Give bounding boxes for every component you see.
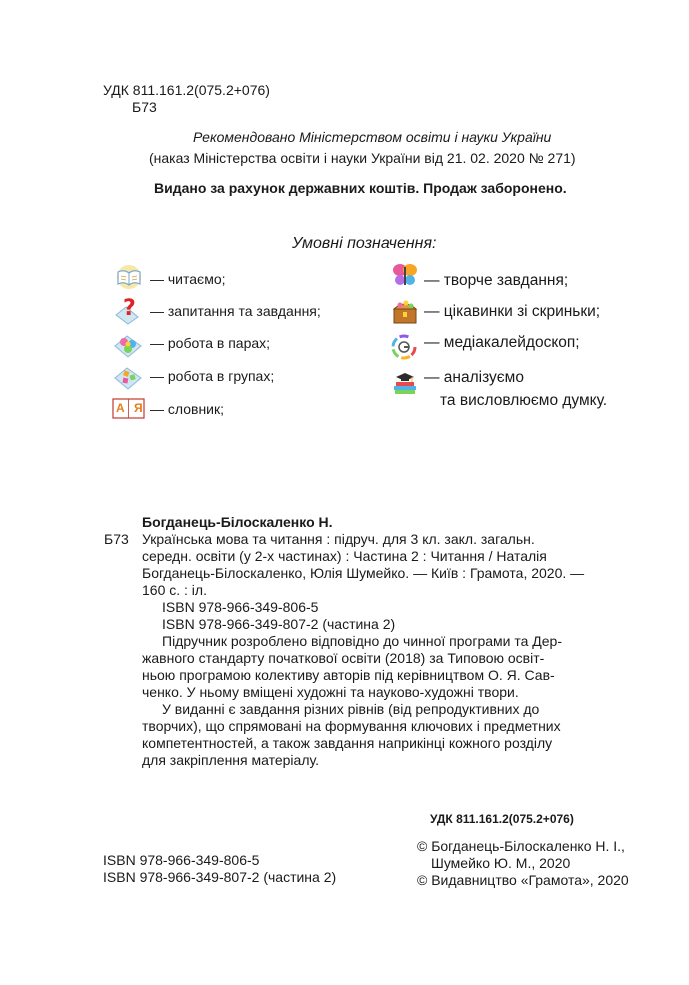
annotation-p2-line1: У виданні є завдання різних рівнів (від репродуктивних до — [162, 701, 540, 717]
legend-dictionary-label: — словник; — [150, 401, 225, 417]
catalog-isbn-1: ISBN 978-966-349-806-5 — [162, 599, 319, 615]
catalog-line-4: 160 с. : іл. — [142, 582, 207, 598]
copyright-authors: © Богданець-Білоскаленко Н. І., — [417, 838, 625, 854]
legend-groups-label: — робота в групах; — [150, 368, 275, 384]
treasure-box-icon — [390, 297, 420, 325]
funding-notice: Видано за рахунок державних коштів. Продаж заборонено. — [154, 180, 567, 196]
annotation-p2-line2: творчих), що спрямовані на формування ключових і предметних — [142, 718, 561, 734]
legend-questions-label: — запитання та завдання; — [150, 303, 321, 319]
dictionary-icon — [112, 396, 145, 422]
legend-creative-label: — творче завдання; — [424, 272, 569, 289]
legend-box-label: — цікавинки зі скриньки; — [424, 303, 601, 320]
legend-title: Умовні позначення: — [292, 235, 437, 252]
catalog-udk-right: УДК 811.161.2(075.2+076) — [430, 812, 574, 826]
annotation-p1-line2: жавного стандарту початкової освіти (2018) за Типовою освіт- — [142, 650, 545, 666]
footer-isbn-2: ISBN 978-966-349-807-2 (частина 2) — [103, 869, 337, 885]
flower-pair-icon — [114, 330, 144, 358]
author-mark: Б73 — [132, 99, 157, 115]
legend-pairs-label: — робота в парах; — [150, 335, 271, 351]
question-icon — [114, 295, 144, 323]
catalog-author: Богданець-Білоскаленко Н. — [142, 514, 333, 530]
butterfly-icon — [390, 261, 420, 289]
books-cap-icon — [390, 370, 420, 398]
legend-media-label: — медіакалейдоскоп; — [424, 334, 580, 351]
udk-code: УДК 811.161.2(075.2+076) — [103, 82, 270, 98]
annotation-p2-line4: для закріплення матеріалу. — [142, 752, 319, 768]
legend-read-label: — читаємо; — [150, 271, 226, 287]
legend-analyze-label-2: та висловлюємо думку. — [440, 392, 608, 409]
catalog-line-1: Українська мова та читання : підруч. для 3 кл. закл. загальн. — [142, 531, 535, 547]
recommendation-line2: (наказ Міністерства освіти і науки України від 21. 02. 2020 № 271) — [149, 150, 576, 166]
group-puzzle-icon — [114, 363, 144, 391]
dictionary-icon-letters: А Я — [116, 401, 146, 415]
copyright-publisher: © Видавництво «Грамота», 2020 — [417, 872, 629, 888]
catalog-line-2: середн. освіти (у 2-х частинах) : Частина 2 : Читання / Наталія — [142, 548, 547, 564]
legend-analyze-label: — аналізуємо — [424, 369, 524, 386]
annotation-p1-line3: ньою програмою колективу авторів під керівництвом О. Я. Сав- — [142, 667, 555, 683]
svg-text:?: ? — [123, 296, 136, 321]
annotation-p1-line4: ченко. У ньому вміщені художні та науково-художні твори. — [142, 684, 519, 700]
catalog-isbn-2: ISBN 978-966-349-807-2 (частина 2) — [162, 616, 396, 632]
annotation-p2-line3: компетентностей, а також завдання наприкінці кожного розділу — [142, 735, 553, 751]
copyright-authors-2: Шумейко Ю. М., 2020 — [431, 855, 571, 871]
media-circle-icon — [390, 333, 420, 361]
catalog-code: Б73 — [104, 531, 129, 547]
footer-isbn-1: ISBN 978-966-349-806-5 — [103, 852, 260, 868]
recommendation-line1: Рекомендовано Міністерством освіти і науки України — [193, 129, 552, 145]
annotation-p1-line1: Підручник розроблено відповідно до чинної програми та Дер- — [162, 633, 562, 649]
catalog-line-3: Богданець-Білоскаленко, Юлія Шумейко. — Київ : Грамота, 2020. — — [142, 565, 585, 581]
book-icon — [114, 263, 144, 291]
